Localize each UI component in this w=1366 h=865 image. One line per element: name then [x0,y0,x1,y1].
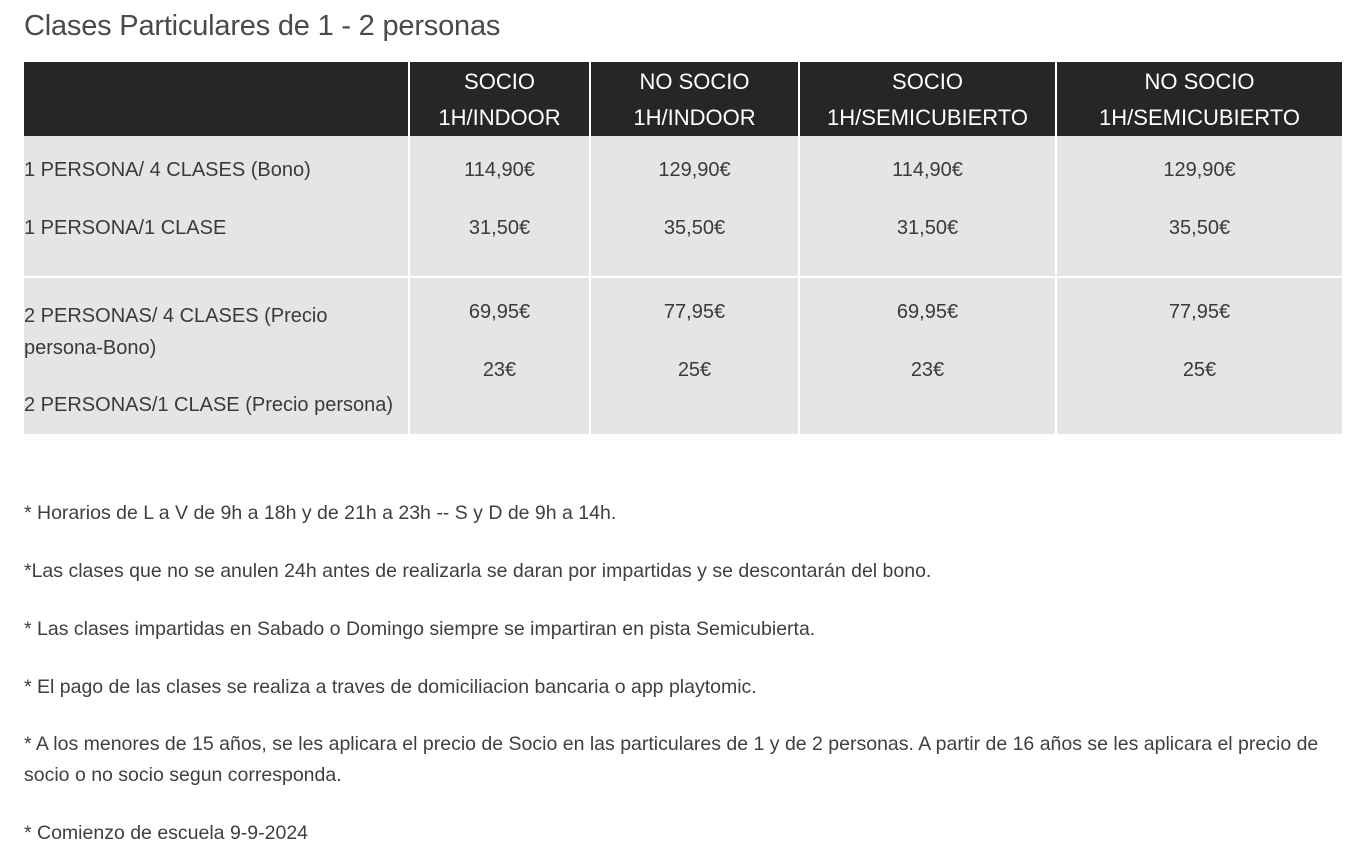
header-empty [24,62,409,136]
price-value: 25€ [1182,359,1217,381]
header-line: SOCIO [464,69,535,94]
price-cell [409,277,590,434]
price-cell [590,136,799,277]
price-value: 35,50€ [663,217,726,239]
price-cell [590,277,799,434]
note-schedule: * Horarios de L a V de 9h a 18h y de 21h a 23h -- S y D de 9h a 14h. [24,502,617,524]
price-cell [1056,136,1342,277]
note-payment: * El pago de las clases se realiza a traves de domiciliacion bancaria o app playtomic. [24,676,757,698]
header-line: NO SOCIO [639,69,750,94]
header-line: 1H/SEMICUBIERTO [827,105,1028,130]
note-start-date: * Comienzo de escuela 9-9-2024 [24,822,309,844]
price-cell [1056,277,1342,434]
page-title: Clases Particulares de 1 - 2 personas [24,10,501,42]
note-minors: * A los menores de 15 años, se les aplicara el precio de Socio en las particulares de 1 y de 2 personas. A partir de 16 años se les aplicara el precio de socio o no socio segun corresponda. [24,733,1319,786]
price-value: 77,95€ [1168,301,1231,323]
price-cell [409,136,590,277]
price-table [24,62,1342,434]
price-value: 129,90€ [658,159,731,181]
price-value: 77,95€ [663,301,726,323]
price-value: 23€ [910,359,945,381]
price-value: 129,90€ [1163,159,1236,181]
header-no-socio-semicubierto [1056,62,1342,136]
price-cell [799,136,1056,277]
header-line: SOCIO [892,69,963,94]
price-value: 69,95€ [468,301,531,323]
header-socio-indoor [409,62,590,136]
note-cancellation: *Las clases que no se anulen 24h antes de realizarla se daran por impartidas y se descontarán del bono. [24,560,932,582]
price-value: 35,50€ [1168,217,1231,239]
table-header-row [24,62,1342,136]
row-label: 2 PERSONAS/ 4 CLASES (Precio persona-Bono) [24,305,328,359]
row-label: 1 PERSONA/1 CLASE [24,217,227,239]
header-no-socio-indoor [590,62,799,136]
row-label: 2 PERSONAS/1 CLASE (Precio persona) [24,394,394,416]
table-row-group-2-personas [24,277,1342,434]
price-cell [799,277,1056,434]
price-value: 23€ [482,359,517,381]
header-line: NO SOCIO [1144,69,1255,94]
row-label: 1 PERSONA/ 4 CLASES (Bono) [24,159,311,181]
price-value: 31,50€ [896,217,959,239]
header-line: 1H/INDOOR [438,105,561,130]
price-value: 31,50€ [468,217,531,239]
header-line: 1H/SEMICUBIERTO [1099,105,1300,130]
price-value: 69,95€ [896,301,959,323]
row-labels [24,136,409,277]
note-weekend: * Las clases impartidas en Sabado o Domingo siempre se impartiran en pista Semicubierta. [24,618,816,640]
header-socio-semicubierto [799,62,1056,136]
header-line: 1H/INDOOR [633,105,756,130]
price-value: 25€ [677,359,712,381]
price-value: 114,90€ [892,159,963,181]
row-labels [24,277,409,434]
price-value: 114,90€ [464,159,535,181]
table-row-group-1-persona [24,136,1342,277]
